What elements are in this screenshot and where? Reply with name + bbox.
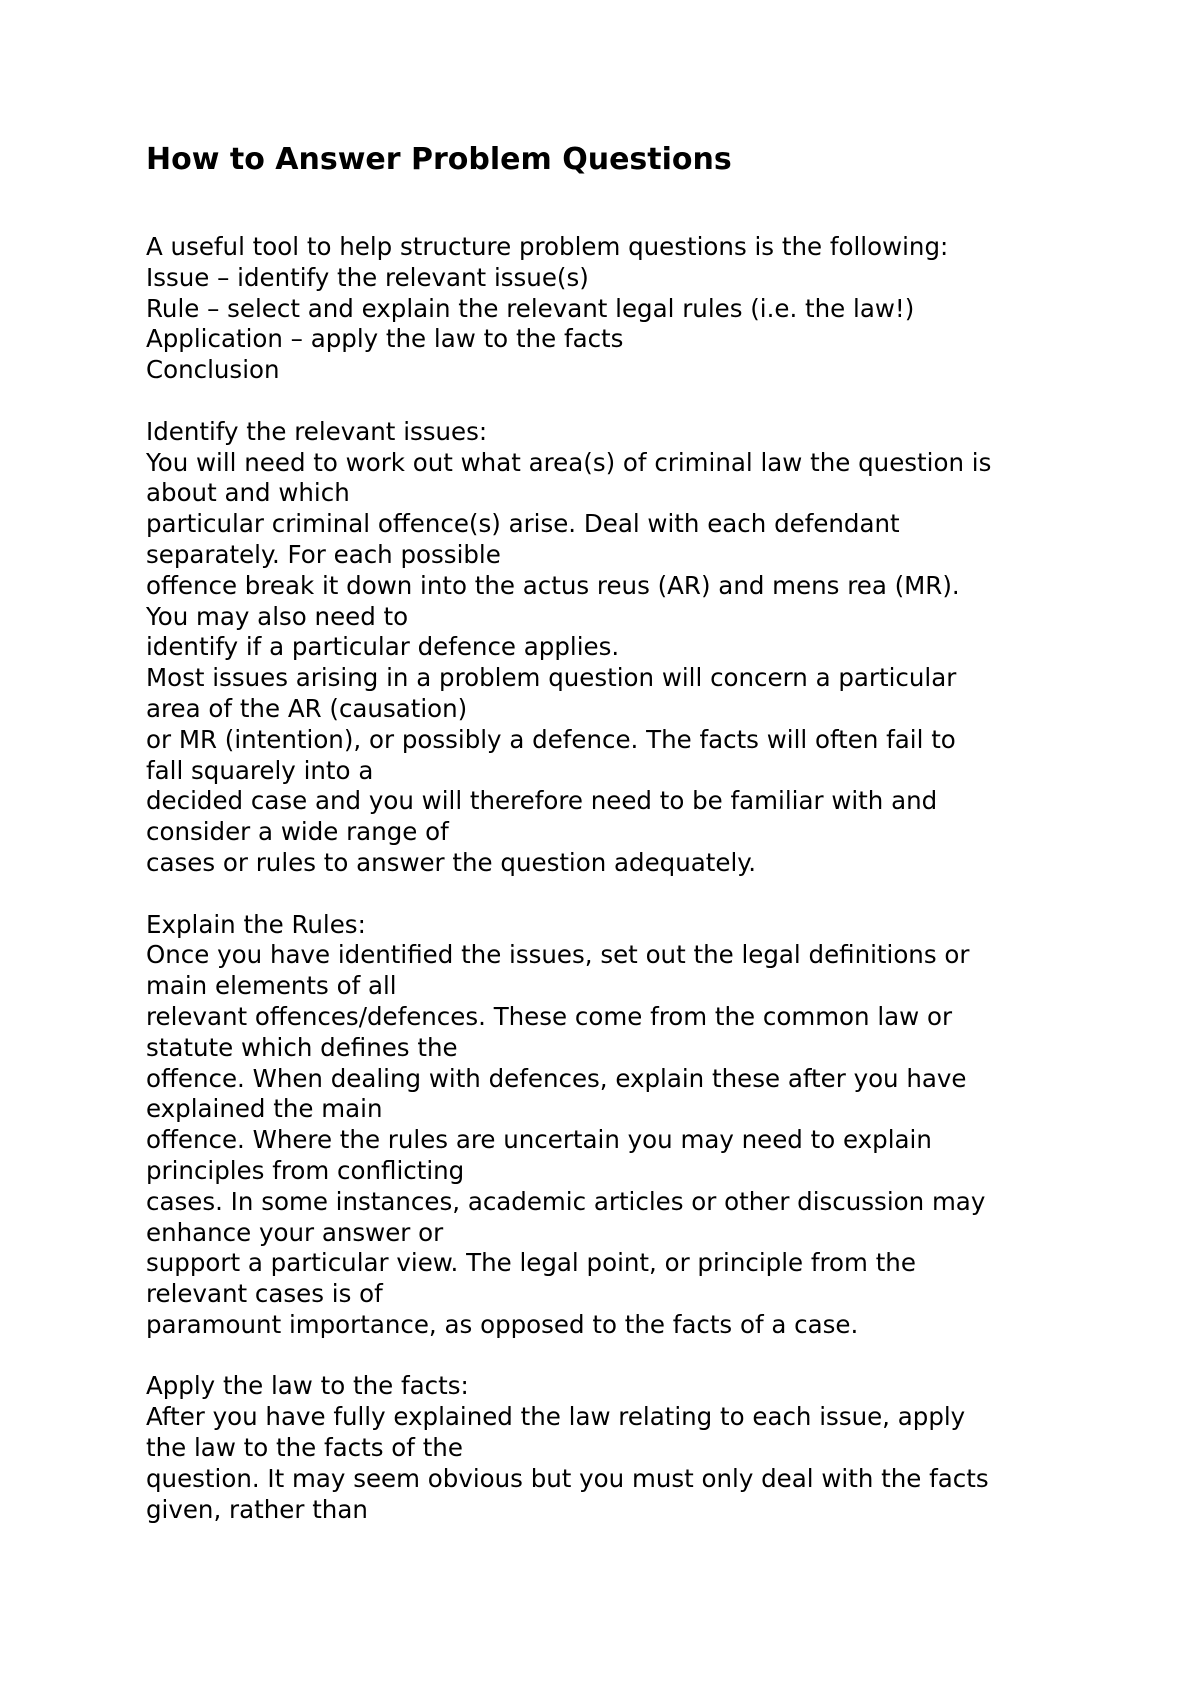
text-line: Issue – identify the relevant issue(s) [146, 262, 589, 292]
text-line: or MR (intention), or possibly a defence. The facts will often fail to [146, 724, 956, 754]
text-line: particular criminal offence(s) arise. Deal with each defendant [146, 509, 900, 539]
paragraph-spacer [146, 386, 1146, 417]
text-line: You will need to work out what area(s) of criminal law the question is [146, 447, 992, 477]
text-section [146, 1371, 1146, 1525]
text-line: paramount importance, as opposed to the facts of a case. [146, 1309, 859, 1339]
text-line: identify if a particular defence applies. [146, 632, 620, 662]
text-line: the law to the facts of the [146, 1433, 463, 1463]
text-line: enhance your answer or [146, 1217, 444, 1247]
text-line: fall squarely into a [146, 755, 374, 785]
text-section [146, 232, 1146, 386]
text-line: You may also need to [146, 601, 409, 631]
section-heading-line: Identify the relevant issues: [146, 416, 488, 446]
text-line: offence. When dealing with defences, explain these after you have [146, 1063, 967, 1093]
text-line: consider a wide range of [146, 817, 449, 847]
text-line: support a particular view. The legal point, or principle from the [146, 1248, 916, 1278]
text-line: offence break it down into the actus reus (AR) and mens rea (MR). [146, 570, 960, 600]
text-section [146, 910, 1146, 1341]
title-spacer [146, 180, 1146, 232]
document-title: How to Answer Problem Questions [146, 142, 732, 177]
text-line: decided case and you will therefore need to be familiar with and [146, 786, 938, 816]
text-line: area of the AR (causation) [146, 693, 468, 723]
text-line: relevant cases is of [146, 1279, 383, 1309]
section-heading-line: Explain the Rules: [146, 909, 366, 939]
text-line: After you have fully explained the law relating to each issue, apply [146, 1402, 966, 1432]
paragraph-spacer [146, 879, 1146, 910]
text-line: A useful tool to help structure problem questions is the following: [146, 232, 949, 261]
text-line: cases. In some instances, academic articles or other discussion may [146, 1186, 986, 1216]
text-line: given, rather than [146, 1494, 368, 1524]
section-heading-line: Apply the law to the facts: [146, 1371, 469, 1401]
text-line: main elements of all [146, 971, 397, 1001]
text-line: Most issues arising in a problem question will concern a particular [146, 663, 957, 693]
text-line: offence. Where the rules are uncertain you may need to explain [146, 1125, 932, 1155]
document-body [146, 232, 1146, 1525]
text-line: principles from conflicting [146, 1155, 465, 1185]
text-line: Application – apply the law to the facts [146, 324, 624, 354]
text-line: Conclusion [146, 355, 280, 385]
text-line: cases or rules to answer the question adequately. [146, 847, 757, 877]
text-line: relevant offences/defences. These come from the common law or [146, 1001, 953, 1031]
text-line: explained the main [146, 1094, 383, 1124]
text-line: about and which [146, 478, 350, 508]
text-line: Once you have identified the issues, set out the legal definitions or [146, 940, 970, 970]
text-line: question. It may seem obvious but you must only deal with the facts [146, 1463, 989, 1493]
text-line: Rule – select and explain the relevant legal rules (i.e. the law!) [146, 293, 915, 323]
text-section [146, 417, 1146, 879]
text-line: separately. For each possible [146, 539, 501, 569]
text-line: statute which defines the [146, 1032, 458, 1062]
document-page [146, 140, 1146, 1525]
paragraph-spacer [146, 1341, 1146, 1372]
